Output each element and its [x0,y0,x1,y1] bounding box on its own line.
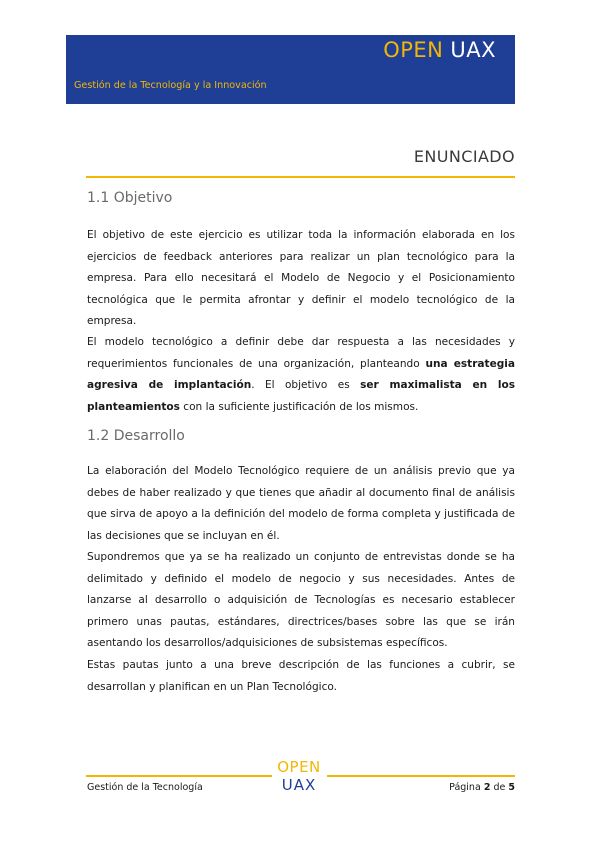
text-run: La elaboración del Modelo Tecnológico requiere de un análisis previo que ya debes de haber realizado y que tienes que añadir al documento final de análisis que sirva de apoyo a la definición del modelo de forma completa y justificada de las decisiones que se incluyan en él. [87,465,515,542]
bold-text-run: ser maximalista en los planteamientos [87,379,516,413]
footer-open-uax-logo [271,760,327,800]
page-total: 5 [508,782,515,793]
footer-course-name: Gestión de la Tecnología [87,782,203,793]
bold-text-run: una estrategia agresiva de implantación [87,357,515,391]
text-run: El modelo tecnológico a definir debe dar respuesta a las necesidades y requerimientos funcionales de una organización, planteando [87,336,515,370]
text-run: Supondremos que ya se ha realizado un conjunto de entrevistas donde se ha delimitado y definido el modelo de negocio y sus necesidades. Antes de lanzarse al desarrollo o adquisición de Tecnologías es necesario establecer primero unas pautas, estándares, directrices/bases sobre las que se irán asentando los desarrollos/adquisiciones de subsistemas específicos. [87,551,515,649]
paragraph [87,547,515,655]
page-label: Página [449,782,481,793]
section-title: ENUNCIADO [413,147,515,166]
footer-logo-uax-text: UAX [281,776,317,794]
text-run: con la suficiente justificación de los mismos. [179,400,419,413]
logo-open-text: OPEN [383,38,444,62]
text-run: El objetivo de este ejercicio es utilizar toda la información elaborada en los ejercicios de feedback anteriores para realizar un plan tecnológico para la empresa. Para ello necesitará el Modelo de Negocio y el Posicionamiento tecnológica que le permita afrontar y definir el modelo tecnológico de la empresa. [87,229,515,327]
page-of: de [493,782,506,793]
title-divider [86,176,515,178]
footer-divider-left [86,775,272,777]
paragraph [87,332,515,418]
footer-divider-right [327,775,515,777]
paragraph [87,461,515,547]
header-subtitle: Gestión de la Tecnología y la Innovación [74,80,267,91]
open-uax-logo [383,38,496,62]
page-header-banner [66,35,515,104]
text-run: Estas pautas junto a una breve descripción de las funciones a cubrir, se desarrollan y planifican en un Plan Tecnológico. [87,659,515,693]
paragraph [87,655,515,698]
logo-uax-text: UAX [450,38,496,62]
subheading-objetivo: 1.1 Objetivo [87,190,173,206]
text-run: . El objetivo es [251,379,361,391]
page-number [449,782,515,793]
page-current: 2 [483,782,491,793]
footer-logo-open-text: OPEN [277,758,321,776]
subheading-desarrollo: 1.2 Desarrollo [87,428,185,444]
paragraph [87,225,515,333]
